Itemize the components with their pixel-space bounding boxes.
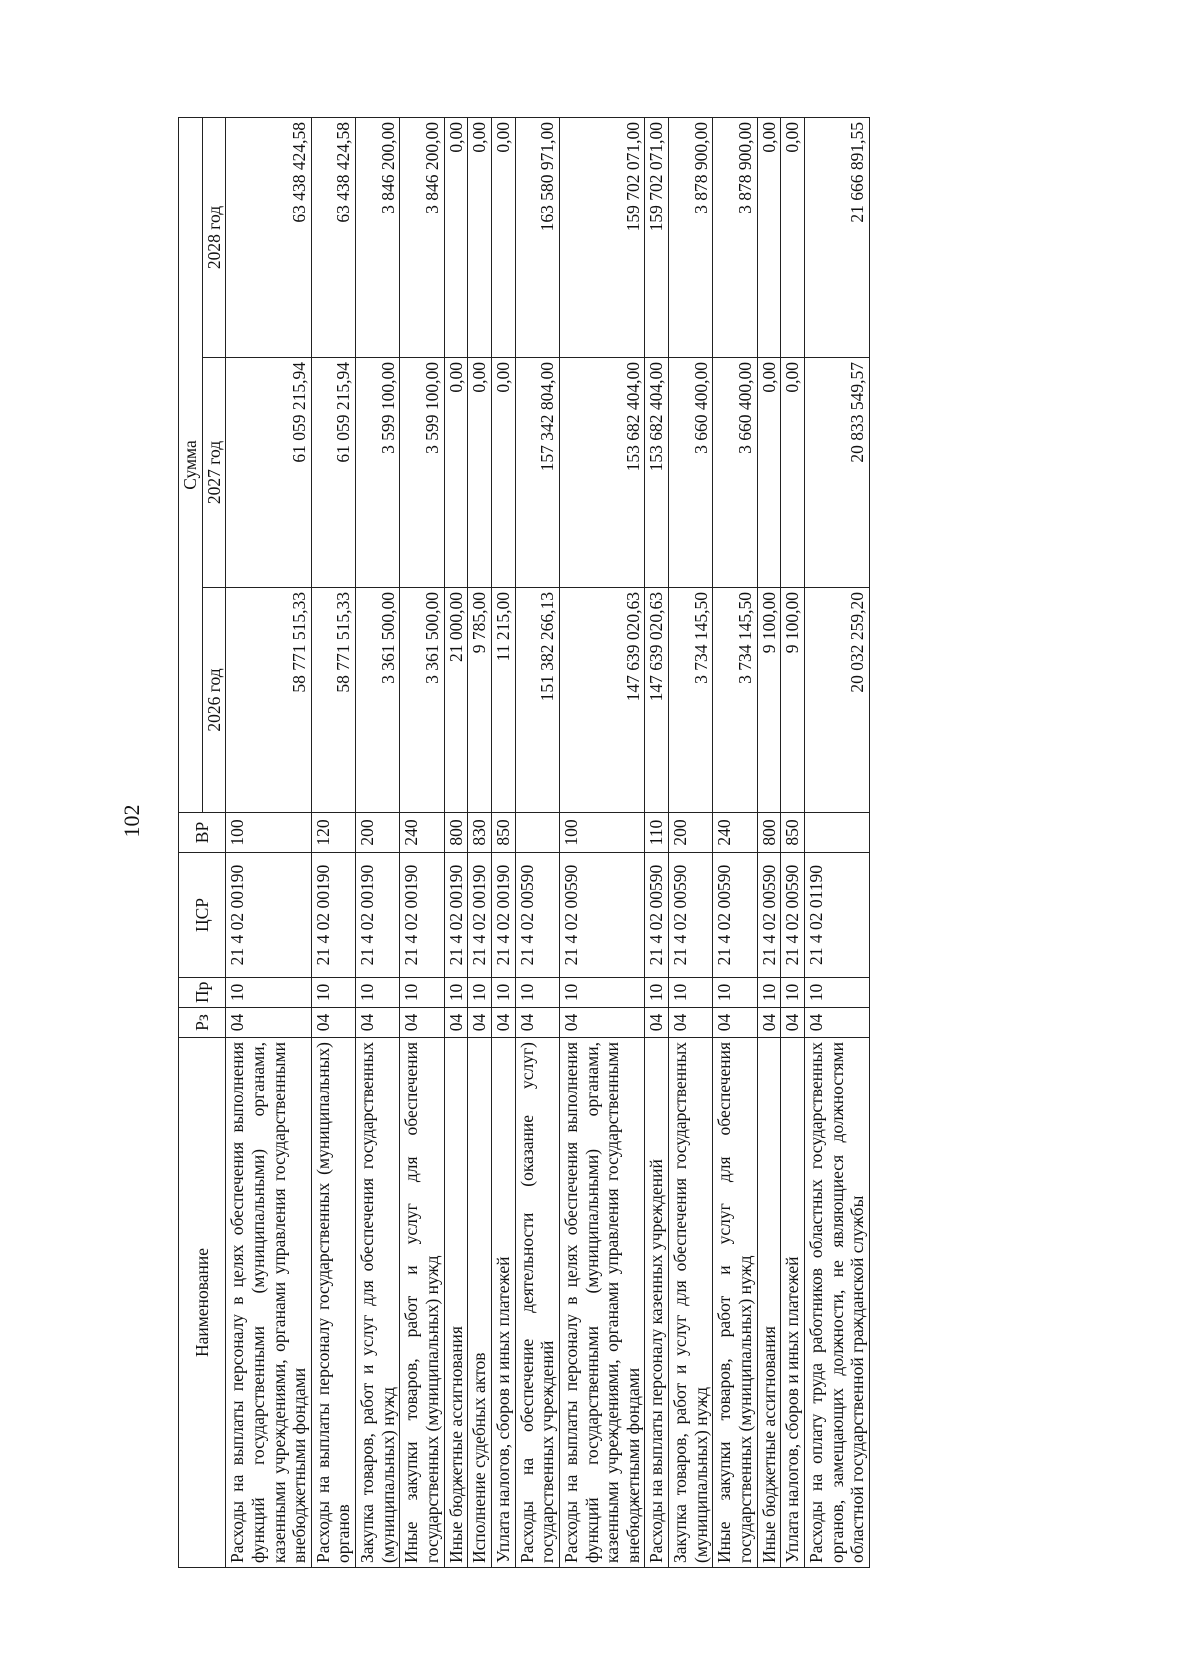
cell-rz: 04 — [669, 1008, 713, 1038]
header-2026: 2026 год — [202, 588, 226, 813]
cell-pr: 10 — [444, 978, 468, 1008]
cell-pr: 10 — [515, 978, 559, 1008]
cell-vr: 800 — [757, 813, 781, 853]
table-row — [226, 117, 312, 1567]
cell-rz: 04 — [356, 1008, 400, 1038]
table-row — [559, 117, 645, 1567]
cell-vr: 830 — [468, 813, 492, 853]
cell-csr: 21 4 02 00190 — [400, 853, 444, 978]
cell-pr: 10 — [491, 978, 515, 1008]
cell-pr: 10 — [559, 978, 645, 1008]
cell-2027: 3 599 100,00 — [400, 358, 444, 588]
cell-2028: 3 846 200,00 — [400, 117, 444, 357]
cell-2027: 0,00 — [468, 358, 492, 588]
cell-2026: 58 771 515,33 — [311, 588, 355, 813]
cell-rz: 04 — [400, 1008, 444, 1038]
table-row — [781, 117, 805, 1567]
cell-name: Расходы на выплаты персоналу в целях обеспечения выполнения функций государственными (муниципальными) органами, казенными учреждениями, органами управления государственными внебюджетными фондами — [226, 1038, 312, 1568]
cell-name: Уплата налогов, сборов и иных платежей — [781, 1038, 805, 1568]
cell-rz: 04 — [468, 1008, 492, 1038]
cell-csr: 21 4 02 01190 — [804, 853, 869, 978]
cell-rz: 04 — [645, 1008, 669, 1038]
cell-2026: 3 361 500,00 — [356, 588, 400, 813]
cell-rz: 04 — [713, 1008, 757, 1038]
cell-name: Расходы на выплаты персоналу государственных (муниципальных) органов — [311, 1038, 355, 1568]
cell-vr: 800 — [444, 813, 468, 853]
cell-2026: 20 032 259,20 — [804, 588, 869, 813]
cell-rz: 04 — [226, 1008, 312, 1038]
cell-pr: 10 — [645, 978, 669, 1008]
cell-2027: 0,00 — [444, 358, 468, 588]
cell-csr: 21 4 02 00590 — [781, 853, 805, 978]
cell-2028: 159 702 071,00 — [645, 117, 669, 357]
cell-name: Закупка товаров, работ и услуг для обеспечения государственных (муниципальных) нужд — [669, 1038, 713, 1568]
cell-pr: 10 — [713, 978, 757, 1008]
cell-2028: 3 878 900,00 — [669, 117, 713, 357]
cell-2027: 61 059 215,94 — [311, 358, 355, 588]
cell-pr: 10 — [804, 978, 869, 1008]
table-row — [356, 117, 400, 1567]
table-row — [468, 117, 492, 1567]
cell-2026: 3 361 500,00 — [400, 588, 444, 813]
cell-2027: 157 342 804,00 — [515, 358, 559, 588]
cell-2027: 153 682 404,00 — [645, 358, 669, 588]
cell-pr: 10 — [400, 978, 444, 1008]
cell-2027: 3 599 100,00 — [356, 358, 400, 588]
cell-2028: 63 438 424,58 — [311, 117, 355, 357]
table-row — [645, 117, 669, 1567]
cell-2026: 147 639 020,63 — [559, 588, 645, 813]
cell-pr: 10 — [781, 978, 805, 1008]
cell-csr: 21 4 02 00590 — [713, 853, 757, 978]
table-row — [515, 117, 559, 1567]
table-row — [491, 117, 515, 1567]
rotated-table-wrapper — [178, 118, 1108, 1568]
cell-pr: 10 — [669, 978, 713, 1008]
cell-pr: 10 — [311, 978, 355, 1008]
cell-2028: 0,00 — [781, 117, 805, 357]
cell-vr: 200 — [356, 813, 400, 853]
cell-2026: 3 734 145,50 — [669, 588, 713, 813]
cell-csr: 21 4 02 00590 — [645, 853, 669, 978]
cell-rz: 04 — [515, 1008, 559, 1038]
cell-rz: 04 — [757, 1008, 781, 1038]
cell-2027: 153 682 404,00 — [559, 358, 645, 588]
cell-2027: 3 660 400,00 — [713, 358, 757, 588]
table-row — [444, 117, 468, 1567]
cell-name: Иные бюджетные ассигнования — [444, 1038, 468, 1568]
header-vr: ВР — [179, 813, 226, 853]
cell-2028: 0,00 — [491, 117, 515, 357]
cell-csr: 21 4 02 00190 — [356, 853, 400, 978]
cell-vr: 850 — [781, 813, 805, 853]
cell-rz: 04 — [559, 1008, 645, 1038]
cell-vr: 200 — [669, 813, 713, 853]
cell-pr: 10 — [757, 978, 781, 1008]
cell-csr: 21 4 02 00190 — [491, 853, 515, 978]
cell-2028: 3 878 900,00 — [713, 117, 757, 357]
cell-2026: 3 734 145,50 — [713, 588, 757, 813]
cell-name: Расходы на выплаты персоналу в целях обеспечения выполнения функций государственными (муниципальными) органами, казенными учреждениями, органами управления государственными внебюджетными фондами — [559, 1038, 645, 1568]
cell-name: Расходы на оплату труда работников областных государственных органов, замещающих должности, не являющиеся должностями областной государственной гражданской службы — [804, 1038, 869, 1568]
cell-2027: 0,00 — [781, 358, 805, 588]
cell-2026: 9 100,00 — [781, 588, 805, 813]
cell-2027: 3 660 400,00 — [669, 358, 713, 588]
cell-name: Иные закупки товаров, работ и услуг для обеспечения государственных (муниципальных) нужд — [400, 1038, 444, 1568]
budget-table — [178, 117, 870, 1568]
header-sum: Сумма — [179, 117, 203, 812]
cell-2027: 20 833 549,57 — [804, 358, 869, 588]
cell-vr: 110 — [645, 813, 669, 853]
header-name: Наименование — [179, 1038, 226, 1568]
cell-2028: 0,00 — [468, 117, 492, 357]
cell-csr: 21 4 02 00190 — [444, 853, 468, 978]
cell-csr: 21 4 02 00190 — [468, 853, 492, 978]
cell-csr: 21 4 02 00190 — [226, 853, 312, 978]
cell-2028: 0,00 — [444, 117, 468, 357]
cell-2028: 0,00 — [757, 117, 781, 357]
cell-vr — [804, 813, 869, 853]
cell-pr: 10 — [468, 978, 492, 1008]
table-row — [400, 117, 444, 1567]
cell-csr: 21 4 02 00590 — [559, 853, 645, 978]
cell-2027: 0,00 — [491, 358, 515, 588]
table-row — [713, 117, 757, 1567]
cell-vr: 100 — [226, 813, 312, 853]
cell-rz: 04 — [444, 1008, 468, 1038]
cell-name: Расходы на выплаты персоналу казенных учреждений — [645, 1038, 669, 1568]
header-2027: 2027 год — [202, 358, 226, 588]
cell-2026: 58 771 515,33 — [226, 588, 312, 813]
cell-2026: 9 100,00 — [757, 588, 781, 813]
cell-rz: 04 — [311, 1008, 355, 1038]
cell-2026: 9 785,00 — [468, 588, 492, 813]
cell-vr: 100 — [559, 813, 645, 853]
table-row — [804, 117, 869, 1567]
cell-name: Иные закупки товаров, работ и услуг для обеспечения государственных (муниципальных) нужд — [713, 1038, 757, 1568]
table-row — [757, 117, 781, 1567]
cell-name: Расходы на обеспечение деятельности (оказание услуг) государственных учреждений — [515, 1038, 559, 1568]
cell-2028: 21 666 891,55 — [804, 117, 869, 357]
header-csr: ЦСР — [179, 853, 226, 978]
cell-csr: 21 4 02 00590 — [515, 853, 559, 978]
cell-pr: 10 — [226, 978, 312, 1008]
header-pr: Пр — [179, 978, 226, 1008]
cell-2028: 3 846 200,00 — [356, 117, 400, 357]
cell-2026: 21 000,00 — [444, 588, 468, 813]
cell-2028: 159 702 071,00 — [559, 117, 645, 357]
cell-vr: 120 — [311, 813, 355, 853]
cell-2027: 61 059 215,94 — [226, 358, 312, 588]
table-row — [311, 117, 355, 1567]
cell-vr: 240 — [400, 813, 444, 853]
cell-vr: 240 — [713, 813, 757, 853]
cell-2027: 0,00 — [757, 358, 781, 588]
cell-csr: 21 4 02 00590 — [669, 853, 713, 978]
cell-name: Уплата налогов, сборов и иных платежей — [491, 1038, 515, 1568]
header-rz: Рз — [179, 1008, 226, 1038]
page-number: 102 — [119, 804, 144, 838]
cell-rz: 04 — [781, 1008, 805, 1038]
header-2028: 2028 год — [202, 117, 226, 357]
cell-2028: 163 580 971,00 — [515, 117, 559, 357]
cell-2026: 151 382 266,13 — [515, 588, 559, 813]
cell-2026: 11 215,00 — [491, 588, 515, 813]
cell-vr: 850 — [491, 813, 515, 853]
table-row — [669, 117, 713, 1567]
cell-pr: 10 — [356, 978, 400, 1008]
cell-2028: 63 438 424,58 — [226, 117, 312, 357]
cell-name: Закупка товаров, работ и услуг для обеспечения государственных (муниципальных) нужд — [356, 1038, 400, 1568]
cell-csr: 21 4 02 00190 — [311, 853, 355, 978]
cell-rz: 04 — [491, 1008, 515, 1038]
cell-name: Иные бюджетные ассигнования — [757, 1038, 781, 1568]
cell-2026: 147 639 020,63 — [645, 588, 669, 813]
cell-name: Исполнение судебных актов — [468, 1038, 492, 1568]
cell-rz: 04 — [804, 1008, 869, 1038]
cell-vr — [515, 813, 559, 853]
cell-csr: 21 4 02 00590 — [757, 853, 781, 978]
